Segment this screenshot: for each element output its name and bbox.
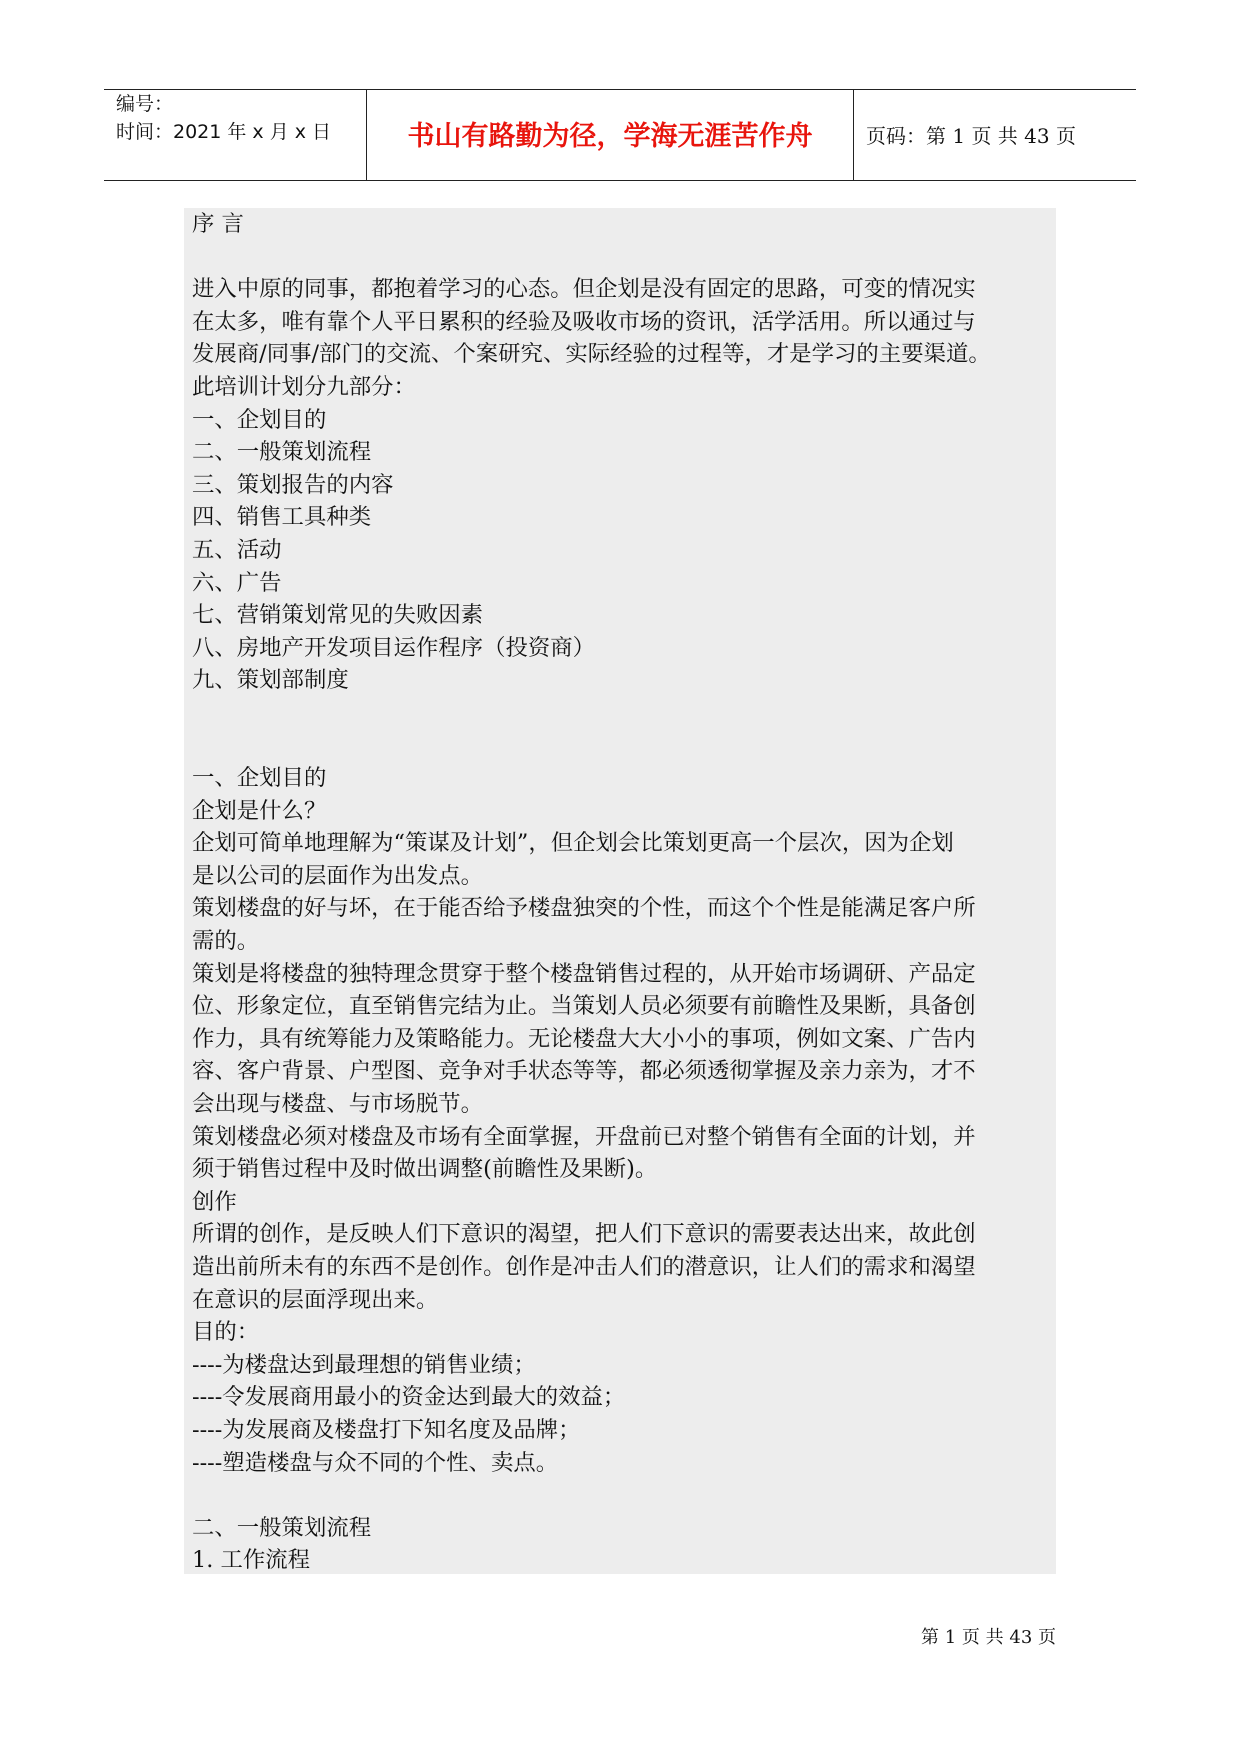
body-text-line: 一、企划目的: [192, 406, 327, 433]
body-text-line: 所谓的创作，是反映人们下意识的渴望，把人们下意识的需要表达出来，故此创: [192, 1221, 976, 1248]
body-text-line: 策划是将楼盘的独特理念贯穿于整个楼盘销售过程的，从开始市场调研、产品定: [192, 960, 976, 987]
blank-line: [192, 730, 1048, 763]
document-body: [184, 208, 1056, 1574]
body-text-line: ----为楼盘达到最理想的销售业绩；: [192, 1351, 536, 1378]
body-text-line: ----为发展商及楼盘打下知名度及品牌；: [192, 1416, 581, 1443]
blank-line: [192, 241, 1048, 274]
body-text-line: 位、形象定位，直至销售完结为止。当策划人员必须要有前瞻性及果断，具备创: [192, 993, 976, 1020]
body-text-line: 1. 工作流程: [192, 1547, 311, 1574]
body-text-line: 九、策划部制度: [192, 667, 349, 694]
body-text-line: 创作: [192, 1188, 237, 1215]
body-text-line: 策划楼盘的好与坏，在于能否给予楼盘独突的个性，而这个个性是能满足客户所: [192, 895, 976, 922]
body-text-line: 三、策划报告的内容: [192, 471, 394, 498]
body-text-line: 作力，具有统筹能力及策略能力。无论楼盘大大小小的事项，例如文案、广告内: [192, 1025, 976, 1052]
body-text-line: 二、一般策划流程: [192, 439, 372, 466]
body-text-line: 一、企划目的: [192, 765, 327, 792]
body-text-line: 进入中原的同事，都抱着学习的心态。但企划是没有固定的思路，可变的情况实: [192, 276, 976, 303]
body-text-line: 企划可简单地理解为“策谋及计划”，但企划会比策划更高一个层次，因为企划: [192, 830, 954, 857]
body-text-line: 五、活动: [192, 536, 282, 563]
body-text-line: 会出现与楼盘、与市场脱节。: [192, 1091, 484, 1118]
body-text-line: 二、一般策划流程: [192, 1514, 372, 1541]
header-left-cell: [104, 90, 366, 180]
body-text-line: 目的：: [192, 1319, 260, 1346]
body-text-line: 策划楼盘必须对楼盘及市场有全面掌握，开盘前已对整个销售有全面的计划，并: [192, 1123, 976, 1150]
body-text-line: 四、销售工具种类: [192, 504, 372, 531]
header-motto: 书山有路勤为径，学海无涯苦作舟: [407, 121, 813, 152]
header-middle-cell: [366, 90, 854, 180]
body-text-line: 七、营销策划常见的失败因素: [192, 602, 484, 629]
body-text-line: 在意识的层面浮现出来。: [192, 1286, 439, 1313]
body-text-line: 须于销售过程中及时做出调整(前瞻性及果断)。: [192, 1156, 658, 1183]
body-text-line: 此培训计划分九部分：: [192, 373, 416, 400]
blank-line: [192, 1479, 1048, 1512]
blank-line: [192, 697, 1048, 730]
body-text-line: 六、广告: [192, 569, 282, 596]
document-time-label: 时间：2021 年 x 月 x 日: [116, 121, 332, 143]
body-text-line: 造出前所未有的东西不是创作。创作是冲击人们的潜意识，让人们的需求和渴望: [192, 1254, 976, 1280]
body-text-line: 八、房地产开发项目运作程序（投资商）: [192, 634, 596, 661]
body-text-line: 需的。: [192, 928, 260, 955]
body-text-line: 企划是什么？: [192, 797, 327, 824]
body-text-line: 序 言: [192, 211, 244, 237]
document-code-label: 编号：: [116, 93, 174, 115]
body-text-line: 发展商/同事/部门的交流、个案研究、实际经验的过程等，才是学习的主要渠道。: [192, 341, 991, 368]
footer-page-number: 第 1 页 共 43 页: [921, 1627, 1056, 1648]
body-text-line: 容、客户背景、户型图、竞争对手状态等等，都必须透彻掌握及亲力亲为，才不: [192, 1058, 976, 1085]
header-right-cell: [854, 90, 1136, 180]
header-page-number: 页码：第 1 页 共 43 页: [866, 124, 1076, 148]
document-header: [104, 89, 1136, 181]
body-text-line: ----令发展商用最小的资金达到最大的效益；: [192, 1384, 626, 1411]
body-text-line: 是以公司的层面作为出发点。: [192, 862, 484, 889]
body-text-line: ----塑造楼盘与众不同的个性、卖点。: [192, 1449, 559, 1476]
body-text-line: 在太多，唯有靠个人平日累积的经验及吸收市场的资讯，活学活用。所以通过与: [192, 308, 976, 335]
